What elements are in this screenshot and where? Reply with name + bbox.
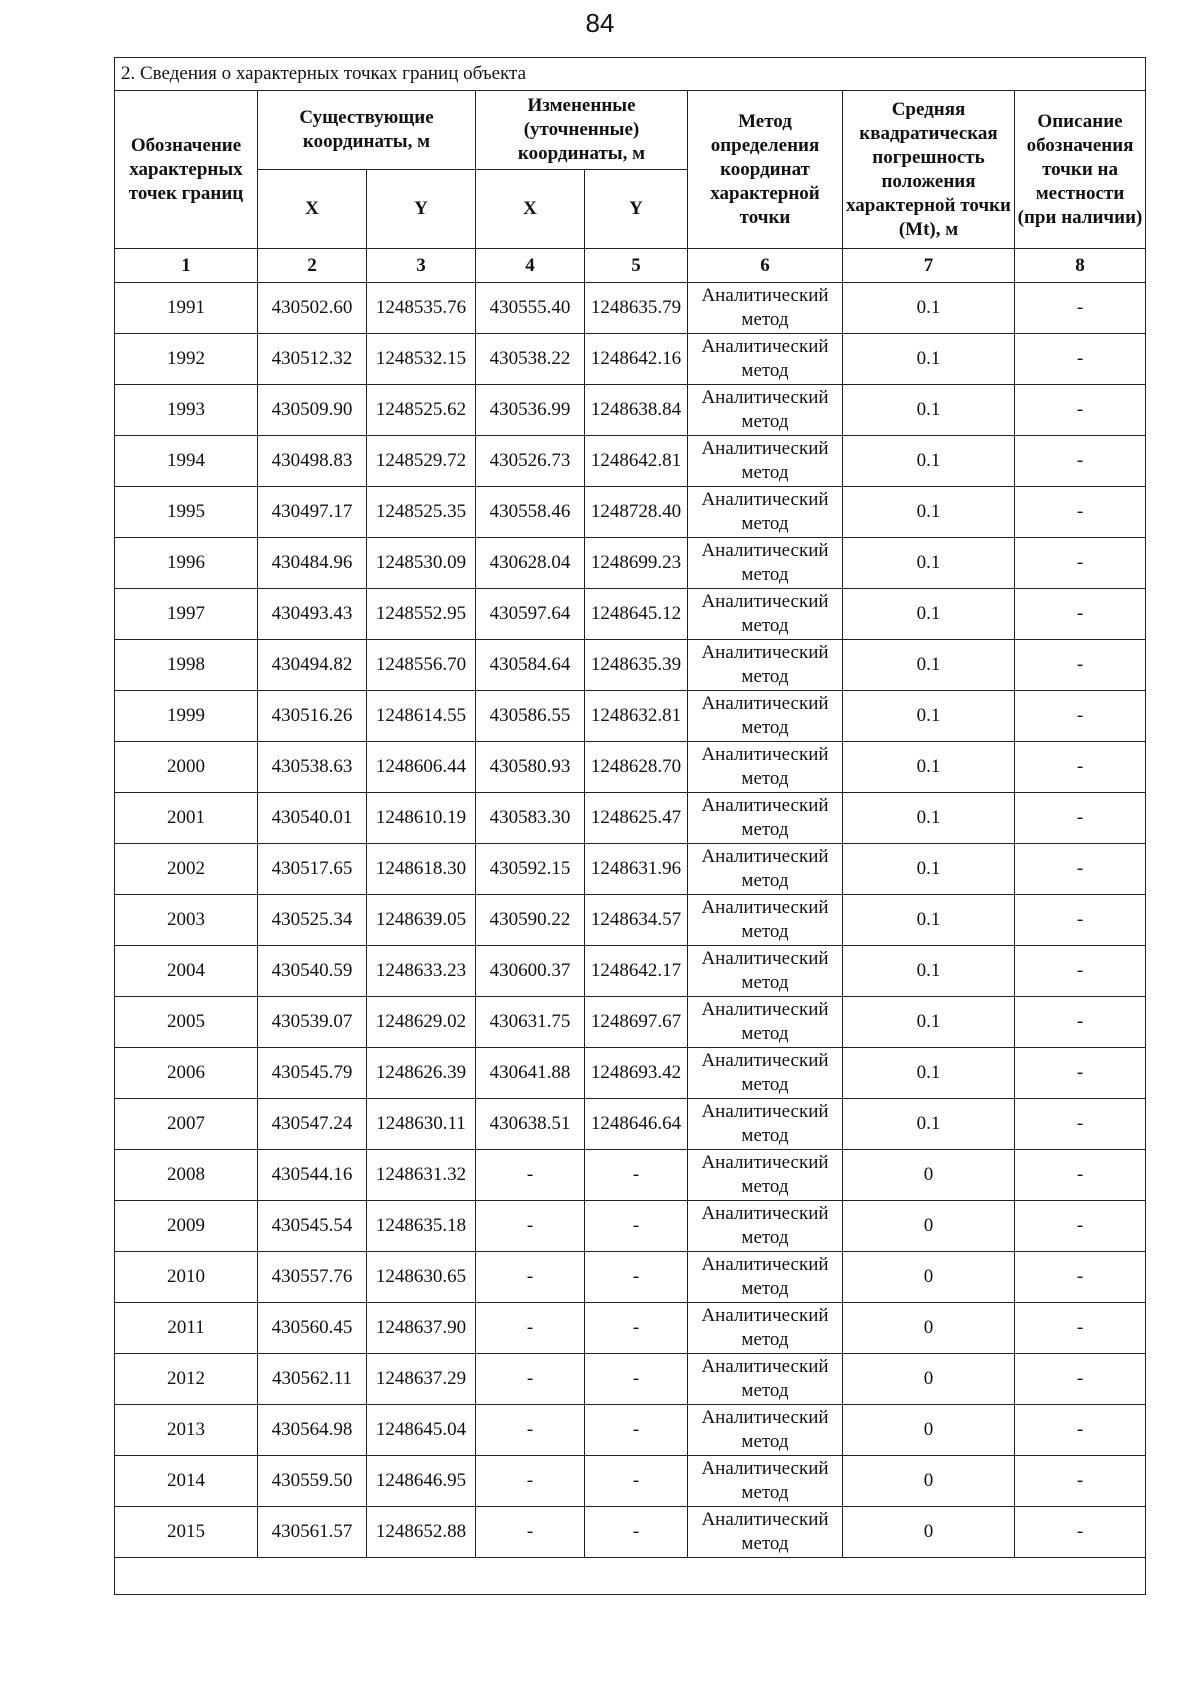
- existing-x-cell: 430547.24: [258, 1099, 367, 1150]
- column-number: 8: [1015, 249, 1146, 283]
- existing-y-cell: 1248614.55: [367, 691, 476, 742]
- mt-error-cell: 0: [843, 1507, 1015, 1558]
- changed-y-cell: 1248628.70: [585, 742, 688, 793]
- existing-y-cell: 1248535.76: [367, 283, 476, 334]
- existing-y-cell: 1248631.32: [367, 1150, 476, 1201]
- mt-error-cell: 0: [843, 1405, 1015, 1456]
- changed-y-cell: -: [585, 1252, 688, 1303]
- description-cell: -: [1015, 283, 1146, 334]
- description-cell: -: [1015, 742, 1146, 793]
- table-row: [115, 1354, 1146, 1405]
- changed-x-cell: 430600.37: [476, 946, 585, 997]
- mt-error-cell: 0: [843, 1150, 1015, 1201]
- existing-y-cell: 1248529.72: [367, 436, 476, 487]
- column-number-row: [115, 249, 1146, 283]
- method-cell: Аналитический метод: [688, 436, 843, 487]
- method-cell: Аналитический метод: [688, 946, 843, 997]
- existing-x-cell: 430484.96: [258, 538, 367, 589]
- table-row: [115, 1150, 1146, 1201]
- method-cell: Аналитический метод: [688, 1303, 843, 1354]
- changed-y-cell: 1248728.40: [585, 487, 688, 538]
- point-id-cell: 2014: [115, 1456, 258, 1507]
- existing-x-cell: 430560.45: [258, 1303, 367, 1354]
- mt-error-cell: 0.1: [843, 793, 1015, 844]
- existing-y-cell: 1248626.39: [367, 1048, 476, 1099]
- existing-y-cell: 1248633.23: [367, 946, 476, 997]
- existing-y-cell: 1248552.95: [367, 589, 476, 640]
- table-body: [115, 283, 1146, 1558]
- changed-y-cell: 1248646.64: [585, 1099, 688, 1150]
- method-cell: Аналитический метод: [688, 385, 843, 436]
- point-id-cell: 2003: [115, 895, 258, 946]
- method-cell: Аналитический метод: [688, 334, 843, 385]
- description-cell: -: [1015, 385, 1146, 436]
- existing-y-cell: 1248635.18: [367, 1201, 476, 1252]
- header-existing-coords: Существующие координаты, м: [258, 91, 476, 170]
- mt-error-cell: 0.1: [843, 997, 1015, 1048]
- existing-y-cell: 1248610.19: [367, 793, 476, 844]
- point-id-cell: 2013: [115, 1405, 258, 1456]
- existing-y-cell: 1248532.15: [367, 334, 476, 385]
- changed-x-cell: -: [476, 1405, 585, 1456]
- changed-x-cell: 430526.73: [476, 436, 585, 487]
- existing-y-cell: 1248525.62: [367, 385, 476, 436]
- existing-y-cell: 1248639.05: [367, 895, 476, 946]
- existing-x-cell: 430493.43: [258, 589, 367, 640]
- table-row: [115, 334, 1146, 385]
- existing-x-cell: 430559.50: [258, 1456, 367, 1507]
- method-cell: Аналитический метод: [688, 1405, 843, 1456]
- column-number: 3: [367, 249, 476, 283]
- existing-x-cell: 430494.82: [258, 640, 367, 691]
- changed-x-cell: -: [476, 1456, 585, 1507]
- changed-x-cell: -: [476, 1303, 585, 1354]
- changed-y-cell: 1248642.16: [585, 334, 688, 385]
- changed-y-cell: 1248625.47: [585, 793, 688, 844]
- mt-error-cell: 0.1: [843, 436, 1015, 487]
- changed-x-cell: -: [476, 1354, 585, 1405]
- mt-error-cell: 0.1: [843, 691, 1015, 742]
- changed-y-cell: -: [585, 1150, 688, 1201]
- mt-error-cell: 0: [843, 1354, 1015, 1405]
- changed-y-cell: 1248635.79: [585, 283, 688, 334]
- method-cell: Аналитический метод: [688, 1150, 843, 1201]
- changed-y-cell: 1248699.23: [585, 538, 688, 589]
- table-row: [115, 997, 1146, 1048]
- column-number: 6: [688, 249, 843, 283]
- mt-error-cell: 0: [843, 1456, 1015, 1507]
- mt-error-cell: 0: [843, 1252, 1015, 1303]
- method-cell: Аналитический метод: [688, 283, 843, 334]
- header-description: Описание обозначения точки на местности (при наличии): [1015, 91, 1146, 249]
- method-cell: Аналитический метод: [688, 538, 843, 589]
- changed-x-cell: 430583.30: [476, 793, 585, 844]
- changed-x-cell: 430641.88: [476, 1048, 585, 1099]
- mt-error-cell: 0.1: [843, 946, 1015, 997]
- existing-y-cell: 1248645.04: [367, 1405, 476, 1456]
- existing-x-cell: 430502.60: [258, 283, 367, 334]
- table-row: [115, 640, 1146, 691]
- point-id-cell: 2005: [115, 997, 258, 1048]
- table-row: [115, 946, 1146, 997]
- changed-y-cell: -: [585, 1303, 688, 1354]
- existing-x-cell: 430525.34: [258, 895, 367, 946]
- point-id-cell: 1998: [115, 640, 258, 691]
- table-row: [115, 487, 1146, 538]
- description-cell: -: [1015, 1405, 1146, 1456]
- table-row: [115, 1099, 1146, 1150]
- table-row: [115, 1507, 1146, 1558]
- changed-y-cell: -: [585, 1354, 688, 1405]
- mt-error-cell: 0: [843, 1201, 1015, 1252]
- point-id-cell: 1997: [115, 589, 258, 640]
- changed-x-cell: -: [476, 1507, 585, 1558]
- table-row: [115, 589, 1146, 640]
- description-cell: -: [1015, 1456, 1146, 1507]
- method-cell: Аналитический метод: [688, 691, 843, 742]
- point-id-cell: 2015: [115, 1507, 258, 1558]
- existing-y-cell: 1248530.09: [367, 538, 476, 589]
- table-footer-cell: [115, 1558, 1146, 1595]
- description-cell: -: [1015, 844, 1146, 895]
- description-cell: -: [1015, 589, 1146, 640]
- description-cell: -: [1015, 997, 1146, 1048]
- description-cell: -: [1015, 1303, 1146, 1354]
- table-row: [115, 691, 1146, 742]
- table-row: [115, 793, 1146, 844]
- existing-x-cell: 430544.16: [258, 1150, 367, 1201]
- method-cell: Аналитический метод: [688, 1456, 843, 1507]
- point-id-cell: 1999: [115, 691, 258, 742]
- description-cell: -: [1015, 1507, 1146, 1558]
- changed-y-cell: 1248645.12: [585, 589, 688, 640]
- existing-x-cell: 430539.07: [258, 997, 367, 1048]
- existing-y-cell: 1248646.95: [367, 1456, 476, 1507]
- table-row: [115, 1303, 1146, 1354]
- section-title: 2. Сведения о характерных точках границ объекта: [115, 58, 1146, 91]
- point-id-cell: 1994: [115, 436, 258, 487]
- mt-error-cell: 0.1: [843, 742, 1015, 793]
- changed-y-cell: 1248697.67: [585, 997, 688, 1048]
- header-method: Метод определения координат характерной точки: [688, 91, 843, 249]
- point-id-cell: 2006: [115, 1048, 258, 1099]
- mt-error-cell: 0.1: [843, 487, 1015, 538]
- table-row: [115, 283, 1146, 334]
- mt-error-cell: 0.1: [843, 640, 1015, 691]
- point-id-cell: 2008: [115, 1150, 258, 1201]
- changed-x-cell: 430628.04: [476, 538, 585, 589]
- table-row: [115, 742, 1146, 793]
- method-cell: Аналитический метод: [688, 640, 843, 691]
- point-id-cell: 2012: [115, 1354, 258, 1405]
- method-cell: Аналитический метод: [688, 589, 843, 640]
- changed-y-cell: 1248635.39: [585, 640, 688, 691]
- existing-x-cell: 430538.63: [258, 742, 367, 793]
- description-cell: -: [1015, 334, 1146, 385]
- changed-y-cell: 1248642.17: [585, 946, 688, 997]
- table-row: [115, 436, 1146, 487]
- description-cell: -: [1015, 487, 1146, 538]
- table-row: [115, 385, 1146, 436]
- method-cell: Аналитический метод: [688, 844, 843, 895]
- existing-y-cell: 1248630.11: [367, 1099, 476, 1150]
- method-cell: Аналитический метод: [688, 997, 843, 1048]
- column-number: 5: [585, 249, 688, 283]
- changed-x-cell: 430555.40: [476, 283, 585, 334]
- existing-x-cell: 430512.32: [258, 334, 367, 385]
- existing-y-cell: 1248637.29: [367, 1354, 476, 1405]
- existing-y-cell: 1248652.88: [367, 1507, 476, 1558]
- changed-y-cell: 1248642.81: [585, 436, 688, 487]
- changed-x-cell: -: [476, 1201, 585, 1252]
- changed-x-cell: -: [476, 1252, 585, 1303]
- changed-x-cell: 430597.64: [476, 589, 585, 640]
- method-cell: Аналитический метод: [688, 895, 843, 946]
- changed-x-cell: 430538.22: [476, 334, 585, 385]
- existing-x-cell: 430561.57: [258, 1507, 367, 1558]
- existing-y-cell: 1248606.44: [367, 742, 476, 793]
- mt-error-cell: 0.1: [843, 538, 1015, 589]
- mt-error-cell: 0.1: [843, 1099, 1015, 1150]
- description-cell: -: [1015, 1252, 1146, 1303]
- existing-y-cell: 1248525.35: [367, 487, 476, 538]
- changed-x-cell: 430536.99: [476, 385, 585, 436]
- point-id-cell: 2001: [115, 793, 258, 844]
- changed-x-cell: 430580.93: [476, 742, 585, 793]
- description-cell: -: [1015, 1099, 1146, 1150]
- existing-x-cell: 430540.01: [258, 793, 367, 844]
- changed-x-cell: 430638.51: [476, 1099, 585, 1150]
- existing-x-cell: 430497.17: [258, 487, 367, 538]
- page-number: 84: [585, 8, 615, 38]
- header-existing-x: X: [258, 170, 367, 249]
- point-id-cell: 2011: [115, 1303, 258, 1354]
- existing-y-cell: 1248629.02: [367, 997, 476, 1048]
- changed-y-cell: 1248693.42: [585, 1048, 688, 1099]
- existing-x-cell: 430517.65: [258, 844, 367, 895]
- changed-x-cell: 430631.75: [476, 997, 585, 1048]
- point-id-cell: 2007: [115, 1099, 258, 1150]
- description-cell: -: [1015, 538, 1146, 589]
- mt-error-cell: 0.1: [843, 589, 1015, 640]
- column-number: 4: [476, 249, 585, 283]
- description-cell: -: [1015, 1354, 1146, 1405]
- changed-x-cell: 430590.22: [476, 895, 585, 946]
- method-cell: Аналитический метод: [688, 1252, 843, 1303]
- mt-error-cell: 0.1: [843, 283, 1015, 334]
- table-row: [115, 1456, 1146, 1507]
- method-cell: Аналитический метод: [688, 1507, 843, 1558]
- existing-x-cell: 430498.83: [258, 436, 367, 487]
- existing-x-cell: 430557.76: [258, 1252, 367, 1303]
- header-error: Средняя квадратическая погрешность положения характерной точки (Mt), м: [843, 91, 1015, 249]
- changed-x-cell: 430558.46: [476, 487, 585, 538]
- mt-error-cell: 0.1: [843, 1048, 1015, 1099]
- header-changed-x: X: [476, 170, 585, 249]
- existing-x-cell: 430564.98: [258, 1405, 367, 1456]
- changed-x-cell: -: [476, 1150, 585, 1201]
- point-id-cell: 2009: [115, 1201, 258, 1252]
- table-row: [115, 1405, 1146, 1456]
- method-cell: Аналитический метод: [688, 742, 843, 793]
- header-changed-coords: Измененные (уточненные) координаты, м: [476, 91, 688, 170]
- table-row: [115, 538, 1146, 589]
- point-id-cell: 2004: [115, 946, 258, 997]
- changed-y-cell: -: [585, 1201, 688, 1252]
- changed-x-cell: 430584.64: [476, 640, 585, 691]
- point-id-cell: 2000: [115, 742, 258, 793]
- existing-y-cell: 1248630.65: [367, 1252, 476, 1303]
- method-cell: Аналитический метод: [688, 1099, 843, 1150]
- mt-error-cell: 0.1: [843, 844, 1015, 895]
- header-changed-y: Y: [585, 170, 688, 249]
- point-id-cell: 1992: [115, 334, 258, 385]
- changed-x-cell: 430586.55: [476, 691, 585, 742]
- boundary-points-table: [114, 57, 1146, 1595]
- description-cell: -: [1015, 436, 1146, 487]
- changed-y-cell: -: [585, 1456, 688, 1507]
- point-id-cell: 2002: [115, 844, 258, 895]
- column-number: 7: [843, 249, 1015, 283]
- description-cell: -: [1015, 946, 1146, 997]
- point-id-cell: 1993: [115, 385, 258, 436]
- method-cell: Аналитический метод: [688, 793, 843, 844]
- changed-x-cell: 430592.15: [476, 844, 585, 895]
- mt-error-cell: 0.1: [843, 895, 1015, 946]
- mt-error-cell: 0: [843, 1303, 1015, 1354]
- description-cell: -: [1015, 691, 1146, 742]
- table-row: [115, 895, 1146, 946]
- changed-y-cell: 1248634.57: [585, 895, 688, 946]
- existing-x-cell: 430509.90: [258, 385, 367, 436]
- table-row: [115, 1201, 1146, 1252]
- description-cell: -: [1015, 640, 1146, 691]
- mt-error-cell: 0.1: [843, 385, 1015, 436]
- description-cell: -: [1015, 1201, 1146, 1252]
- table-row: [115, 1048, 1146, 1099]
- existing-y-cell: 1248556.70: [367, 640, 476, 691]
- changed-y-cell: -: [585, 1405, 688, 1456]
- existing-x-cell: 430562.11: [258, 1354, 367, 1405]
- description-cell: -: [1015, 1150, 1146, 1201]
- existing-x-cell: 430516.26: [258, 691, 367, 742]
- method-cell: Аналитический метод: [688, 1354, 843, 1405]
- point-id-cell: 2010: [115, 1252, 258, 1303]
- point-id-cell: 1995: [115, 487, 258, 538]
- description-cell: -: [1015, 1048, 1146, 1099]
- column-number: 1: [115, 249, 258, 283]
- column-number: 2: [258, 249, 367, 283]
- description-cell: -: [1015, 895, 1146, 946]
- method-cell: Аналитический метод: [688, 1201, 843, 1252]
- existing-y-cell: 1248618.30: [367, 844, 476, 895]
- existing-y-cell: 1248637.90: [367, 1303, 476, 1354]
- table-footer-row: [115, 1558, 1146, 1595]
- header-existing-y: Y: [367, 170, 476, 249]
- changed-y-cell: 1248631.96: [585, 844, 688, 895]
- table-row: [115, 844, 1146, 895]
- existing-x-cell: 430545.79: [258, 1048, 367, 1099]
- description-cell: -: [1015, 793, 1146, 844]
- changed-y-cell: 1248638.84: [585, 385, 688, 436]
- table-row: [115, 1252, 1146, 1303]
- existing-x-cell: 430540.59: [258, 946, 367, 997]
- header-row-1: [115, 91, 1146, 170]
- existing-x-cell: 430545.54: [258, 1201, 367, 1252]
- method-cell: Аналитический метод: [688, 487, 843, 538]
- point-id-cell: 1996: [115, 538, 258, 589]
- changed-y-cell: 1248632.81: [585, 691, 688, 742]
- section-title-row: [115, 58, 1146, 91]
- mt-error-cell: 0.1: [843, 334, 1015, 385]
- method-cell: Аналитический метод: [688, 1048, 843, 1099]
- point-id-cell: 1991: [115, 283, 258, 334]
- header-designation: Обозначение характерных точек границ: [115, 91, 258, 249]
- changed-y-cell: -: [585, 1507, 688, 1558]
